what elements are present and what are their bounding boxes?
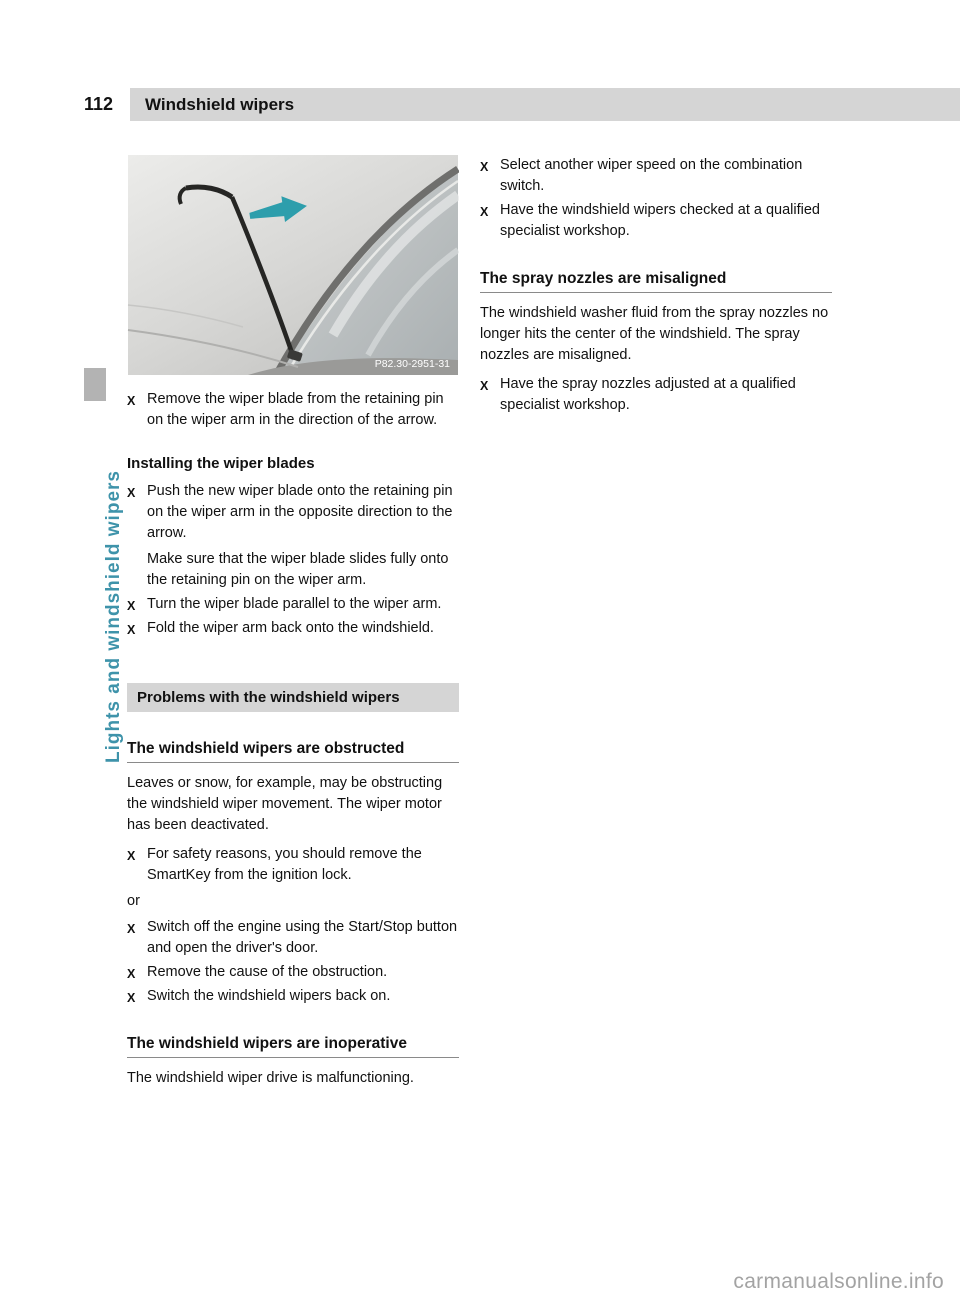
subsection-heading-spray: The spray nozzles are misaligned bbox=[480, 268, 832, 293]
instruction-item bbox=[127, 594, 459, 615]
x-bullet-icon: X bbox=[480, 379, 489, 393]
x-bullet-icon: X bbox=[127, 623, 136, 637]
instruction-text: Fold the wiper arm back onto the windshield. bbox=[147, 620, 434, 636]
instruction-text: Switch the windshield wipers back on. bbox=[147, 988, 391, 1004]
section-heading-installing: Installing the wiper blades bbox=[127, 455, 315, 472]
x-bullet-icon: X bbox=[127, 394, 136, 408]
right-column bbox=[480, 155, 832, 416]
page-title: Windshield wipers bbox=[145, 94, 295, 114]
subsection-heading-inoperative: The windshield wipers are inoperative bbox=[127, 1033, 459, 1058]
x-bullet-icon: X bbox=[127, 991, 136, 1005]
x-bullet-icon: X bbox=[127, 967, 136, 981]
instruction-text: Switch off the engine using the Start/Stop button and open the driver's door. bbox=[147, 919, 458, 956]
instruction-item bbox=[480, 155, 832, 197]
x-bullet-icon: X bbox=[480, 160, 489, 174]
figure-code-label: P82.30-2951-31 bbox=[374, 358, 450, 370]
instruction-note: Make sure that the wiper blade slides fully onto the retaining pin on the wiper arm. bbox=[147, 551, 449, 588]
instruction-item bbox=[127, 917, 459, 959]
instruction-text: Have the spray nozzles adjusted at a qualified specialist workshop. bbox=[500, 376, 796, 413]
instruction-text: Have the windshield wipers checked at a qualified specialist workshop. bbox=[500, 202, 820, 239]
problems-box-heading: Problems with the windshield wipers bbox=[127, 683, 459, 712]
chapter-sidebar-label: Lights and windshield wipers bbox=[103, 470, 124, 763]
instruction-text: Turn the wiper blade parallel to the wiper arm. bbox=[147, 596, 442, 612]
paragraph-spray: The windshield washer fluid from the spray nozzles no longer hits the center of the windshield. The spray nozzles are misaligned. bbox=[480, 305, 829, 363]
instruction-item bbox=[127, 389, 459, 431]
wiper-photo bbox=[127, 155, 459, 375]
header-bar bbox=[130, 88, 960, 121]
instruction-text: Push the new wiper blade onto the retaining pin on the wiper arm in the opposite direction to the arrow. bbox=[147, 483, 453, 541]
instruction-item bbox=[127, 844, 459, 886]
page-number: 112 bbox=[84, 94, 114, 114]
instruction-item bbox=[127, 618, 459, 639]
x-bullet-icon: X bbox=[127, 922, 136, 936]
instruction-item bbox=[127, 962, 459, 983]
instruction-text: Remove the cause of the obstruction. bbox=[147, 964, 388, 980]
left-column bbox=[127, 155, 459, 1089]
instruction-text: Remove the wiper blade from the retaining pin on the wiper arm in the direction of the arrow. bbox=[147, 391, 444, 428]
x-bullet-icon: X bbox=[127, 599, 136, 613]
instruction-item bbox=[127, 986, 459, 1007]
x-bullet-icon: X bbox=[480, 205, 489, 219]
watermark-text: carmanualsonline.info bbox=[733, 1270, 944, 1293]
instruction-item bbox=[480, 374, 832, 416]
instruction-text: For safety reasons, you should remove the SmartKey from the ignition lock. bbox=[147, 846, 422, 883]
instruction-text: Select another wiper speed on the combination switch. bbox=[500, 157, 803, 194]
paragraph-obstructed: Leaves or snow, for example, may be obstructing the windshield wiper movement. The wiper motor has been deactivated. bbox=[127, 775, 443, 833]
subsection-heading-obstructed: The windshield wipers are obstructed bbox=[127, 738, 459, 763]
paragraph-inoperative: The windshield wiper drive is malfunctioning. bbox=[127, 1070, 414, 1086]
x-bullet-icon: X bbox=[127, 486, 136, 500]
chapter-tab-marker bbox=[84, 368, 106, 401]
x-bullet-icon: X bbox=[127, 849, 136, 863]
or-connector: or bbox=[127, 893, 140, 909]
instruction-item bbox=[480, 200, 832, 242]
instruction-item bbox=[127, 481, 459, 544]
